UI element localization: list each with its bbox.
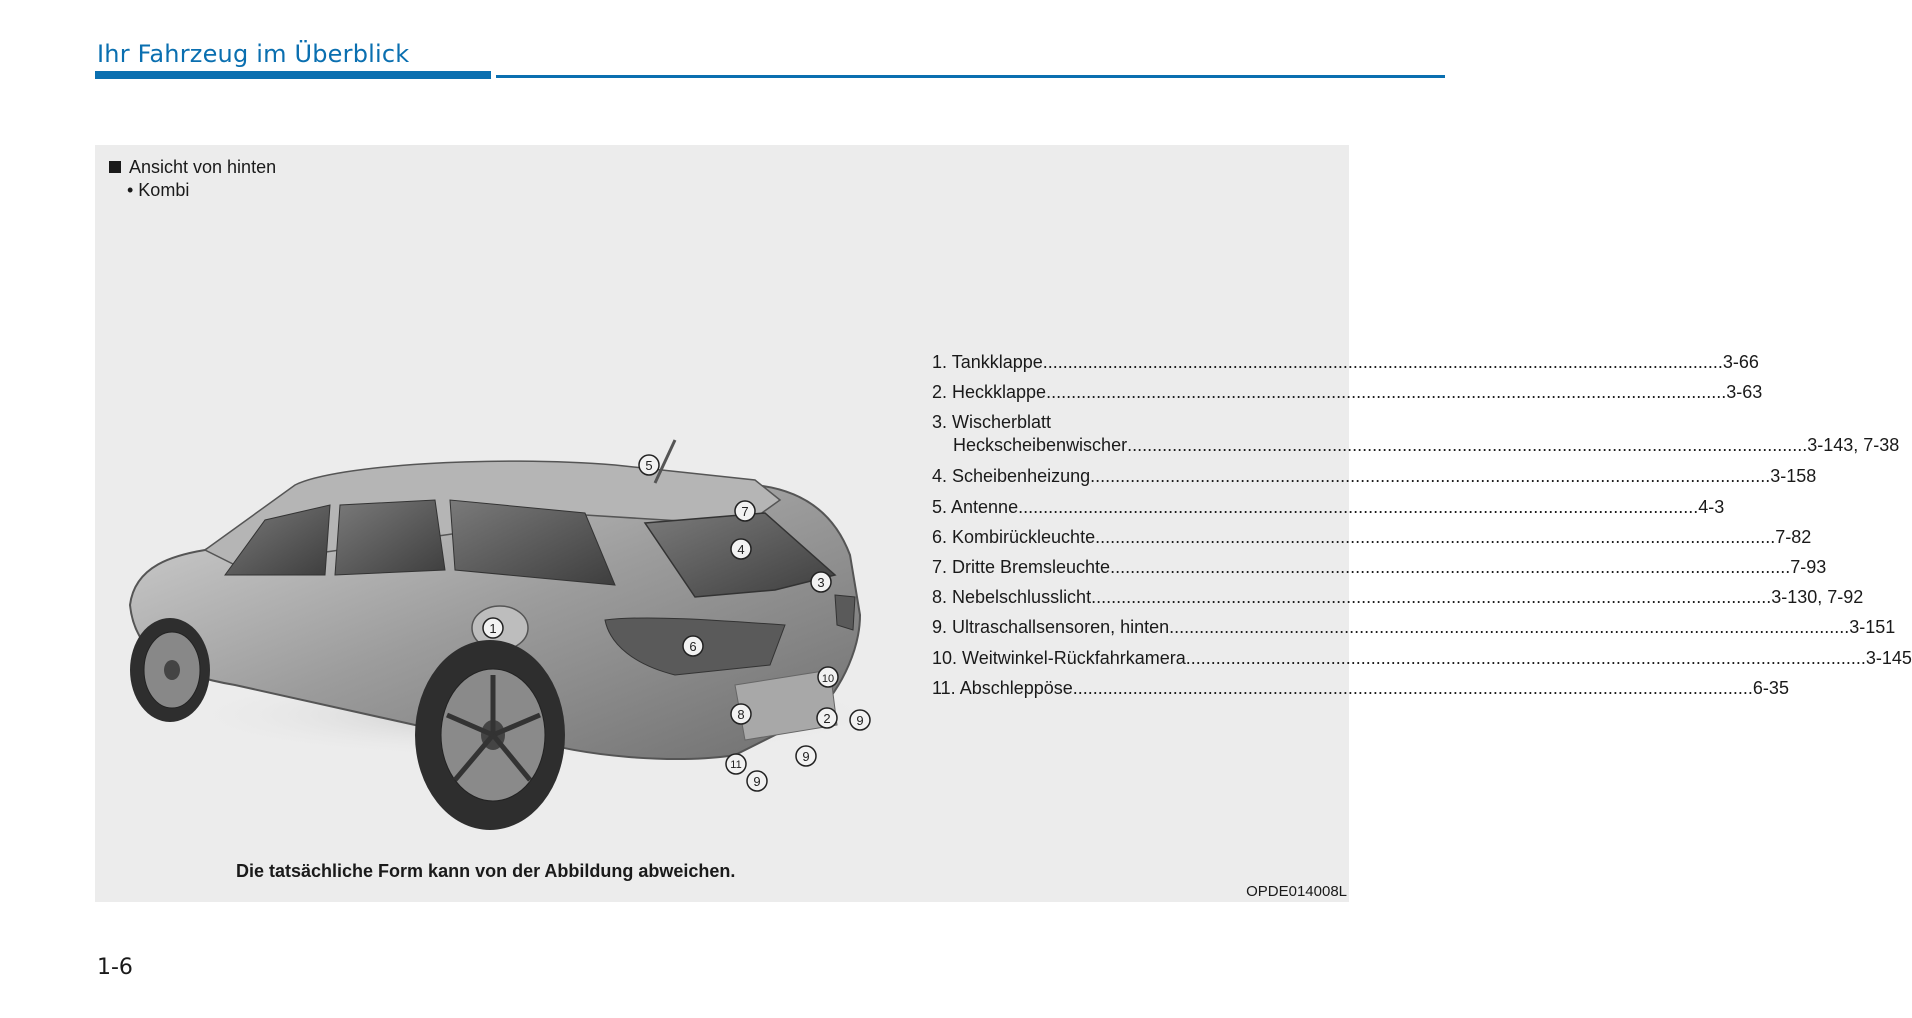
illustration-panel bbox=[95, 145, 1912, 902]
callout-8 bbox=[731, 704, 751, 724]
svg-text:11: 11 bbox=[730, 759, 742, 771]
callout-9 bbox=[796, 746, 816, 766]
wheel-front bbox=[130, 618, 210, 722]
wheel-rear bbox=[415, 640, 565, 830]
header-rule bbox=[496, 75, 1445, 78]
callout-10 bbox=[818, 667, 838, 687]
image-reference-code: OPDE014008L bbox=[1246, 883, 1347, 900]
svg-text:9: 9 bbox=[802, 749, 810, 764]
callout-1 bbox=[483, 618, 503, 638]
variant-label: • Kombi bbox=[127, 180, 190, 200]
part-item: 1. Tankklappe ..... 3-66 bbox=[932, 352, 1338, 382]
callout-4 bbox=[731, 539, 751, 559]
svg-text:3: 3 bbox=[817, 575, 825, 590]
svg-text:7: 7 bbox=[741, 504, 749, 519]
part-item: 3. Wischerblatt Heckscheibenwischer ..... 3-143, 7-38 bbox=[932, 412, 1338, 466]
part-item: 7. Dritte Bremsleuchte ..... 7-93 bbox=[932, 557, 1338, 587]
tail-light-right bbox=[835, 595, 855, 630]
part-item: 11. Abschleppöse ..... 6-35 bbox=[932, 678, 1338, 708]
svg-text:8: 8 bbox=[737, 707, 745, 722]
callout-2 bbox=[817, 708, 837, 728]
page-number: 1-6 bbox=[97, 955, 133, 980]
callout-6 bbox=[683, 636, 703, 656]
part-item: 2. Heckklappe ..... 3-63 bbox=[932, 382, 1338, 412]
callout-9 bbox=[747, 771, 767, 791]
callout-9 bbox=[850, 710, 870, 730]
svg-text:4: 4 bbox=[737, 542, 745, 557]
callout-5 bbox=[639, 455, 659, 475]
svg-text:6: 6 bbox=[689, 639, 697, 654]
svg-text:5: 5 bbox=[645, 458, 653, 473]
svg-text:1: 1 bbox=[489, 621, 497, 636]
svg-text:9: 9 bbox=[753, 774, 761, 789]
part-item: 10. Weitwinkel-Rückfahrkamera ..... 3-145 bbox=[932, 648, 1338, 678]
callout-11 bbox=[726, 754, 746, 774]
part-item: 8. Nebelschlusslicht ..... 3-130, 7-92 bbox=[932, 587, 1338, 617]
part-item: 4. Scheibenheizung ..... 3-158 bbox=[932, 466, 1338, 496]
section-heading: Ansicht von hinten bbox=[109, 157, 276, 178]
disclaimer-note: Die tatsächliche Form kann von der Abbildung abweichen. bbox=[236, 861, 736, 881]
header-accent-bar bbox=[95, 71, 491, 79]
callout-7 bbox=[735, 501, 755, 521]
page-header-title: Ihr Fahrzeug im Überblick bbox=[97, 40, 410, 68]
square-bullet-icon bbox=[109, 161, 121, 173]
svg-text:9: 9 bbox=[856, 713, 864, 728]
parts-list bbox=[932, 352, 1912, 708]
part-item: 9. Ultraschallsensoren, hinten ..... 3-151 bbox=[932, 617, 1338, 647]
side-window-rear bbox=[335, 500, 445, 575]
part-item: 5. Antenne ..... 4-3 bbox=[932, 497, 1338, 527]
svg-text:2: 2 bbox=[823, 711, 831, 726]
svg-text:10: 10 bbox=[821, 673, 835, 685]
callout-3 bbox=[811, 572, 831, 592]
car-rear-illustration bbox=[115, 285, 895, 789]
part-item: 6. Kombirückleuchte ..... 7-82 bbox=[932, 527, 1338, 557]
